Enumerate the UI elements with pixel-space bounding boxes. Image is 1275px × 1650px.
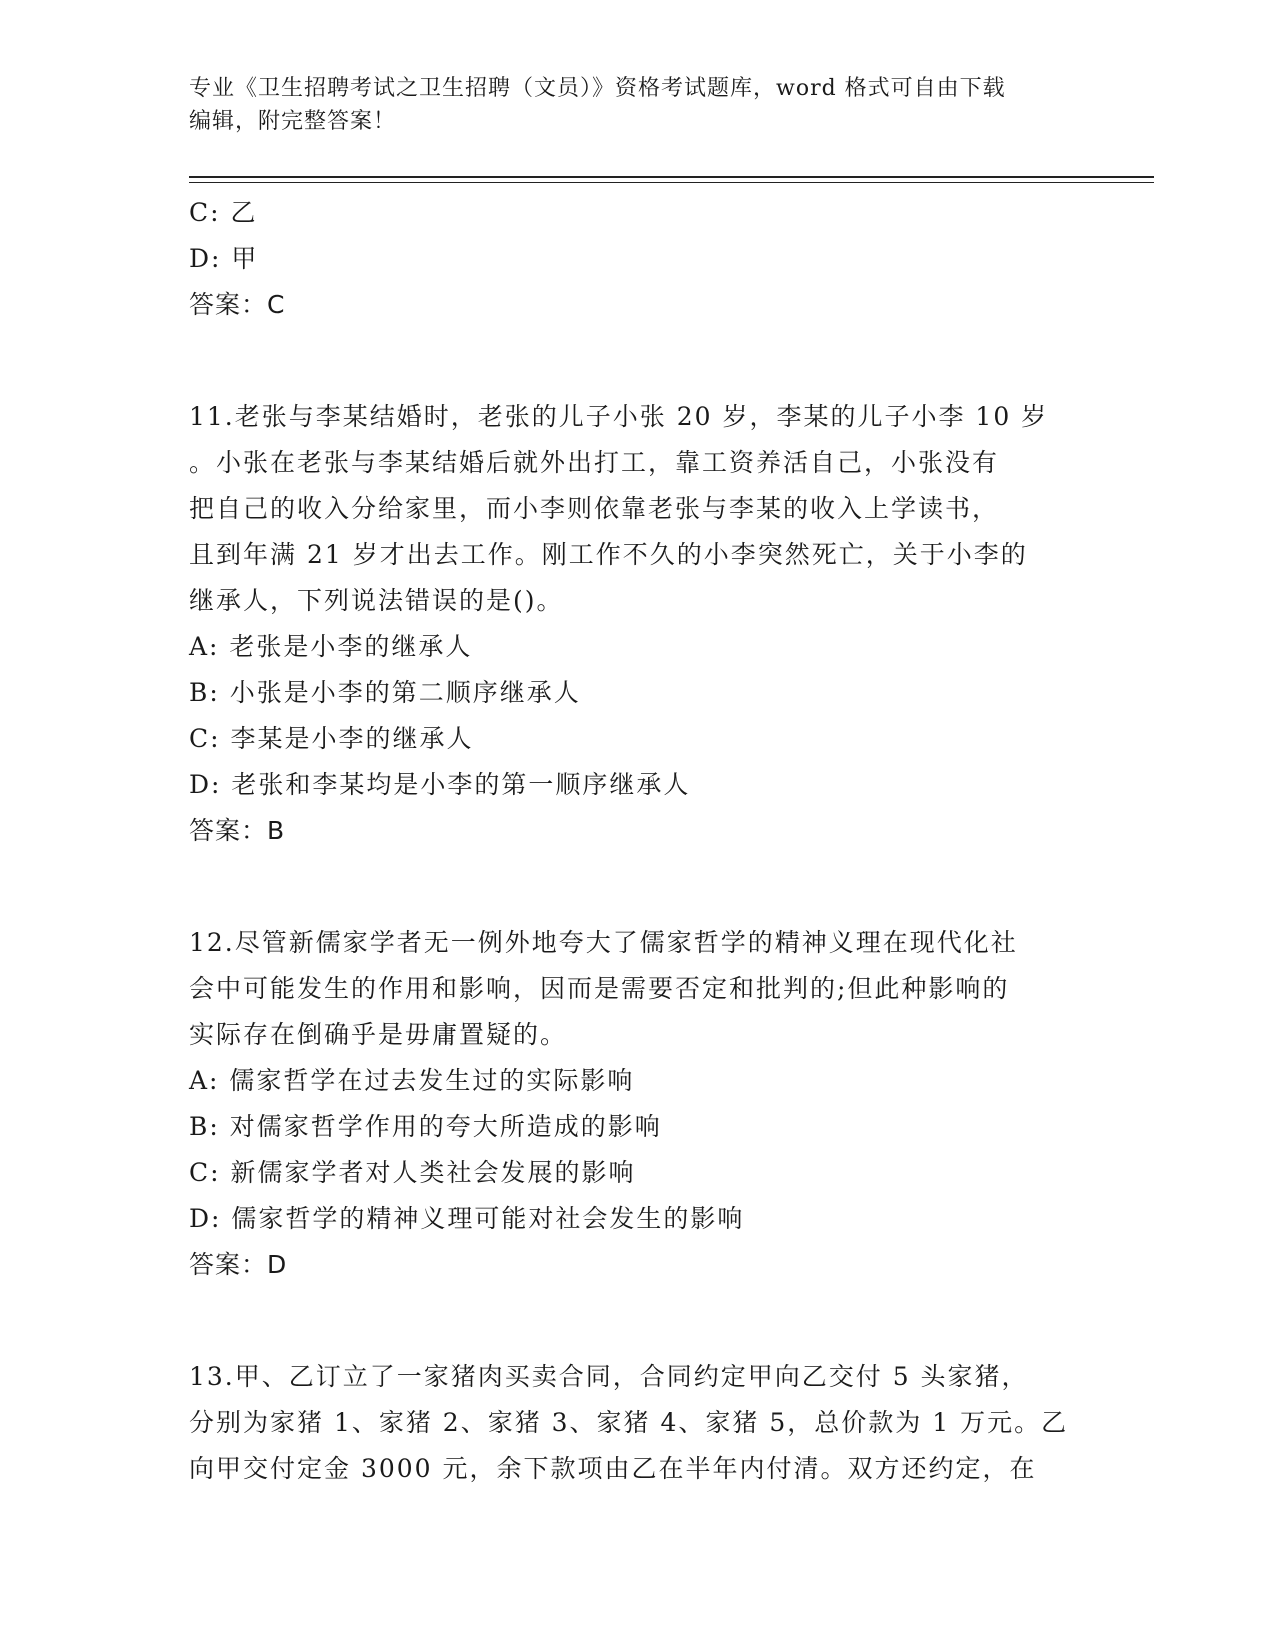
header-rule-thin [189,182,1154,183]
question-text-line: 把自己的收入分给家里，而小李则依靠老张与李某的收入上学读书， [189,494,1000,523]
question-text-line: 会中可能发生的作用和影响，因而是需要否定和批判的;但此种影响的 [189,974,1010,1003]
question-12 [189,920,1079,1288]
option-a: A: 儒家哲学在过去发生过的实际影响 [189,1066,635,1095]
option-d: D: 儒家哲学的精神义理可能对社会发生的影响 [189,1204,745,1233]
question-text-line: 13.甲、乙订立了一家猪肉买卖合同，合同约定甲向乙交付 5 头家猪， [189,1362,1029,1391]
option-a: A: 老张是小李的继承人 [189,632,473,661]
question-text-line: 12.尽管新儒家学者无一例外地夸大了儒家哲学的精神义理在现代化社 [189,928,1018,957]
question-10 [189,190,1079,328]
question-content [189,190,1079,1492]
answer-label: 答案：C [189,290,286,319]
question-text-line: 继承人，下列说法错误的是()。 [189,586,564,615]
question-text-line: 实际存在倒确乎是毋庸置疑的。 [189,1020,568,1049]
option-d: D: 甲 [189,244,259,273]
answer-label: 答案：B [189,816,286,845]
option-d: D: 老张和李某均是小李的第一顺序继承人 [189,770,691,799]
page-header [189,72,1089,138]
question-11 [189,394,1079,854]
option-c: C: 李某是小李的继承人 [189,724,474,753]
question-text-line: 分别为家猪 1、家猪 2、家猪 3、家猪 4、家猪 5，总价款为 1 万元。乙 [189,1408,1069,1437]
option-b: B: 对儒家哲学作用的夸大所造成的影响 [189,1112,662,1141]
option-c: C: 新儒家学者对人类社会发展的影响 [189,1158,636,1187]
header-line-2: 编辑，附完整答案！ [189,109,397,134]
question-text-line: 向甲交付定金 3000 元，余下款项由乙在半年内付清。双方还约定，在 [189,1454,1037,1483]
question-text-line: 且到年满 21 岁才出去工作。刚工作不久的小李突然死亡，关于小李的 [189,540,1028,569]
option-b: B: 小张是小李的第二顺序继承人 [189,678,581,707]
header-rule-thick [189,176,1154,178]
question-text-line: 。小张在老张与李某结婚后就外出打工，靠工资养活自己，小张没有 [189,448,1000,477]
option-c: C: 乙 [189,198,258,227]
header-line-1: 专业《卫生招聘考试之卫生招聘（文员）》资格考试题库，word 格式可自由下载 [189,76,1006,101]
answer-label: 答案：D [189,1250,288,1279]
question-13 [189,1354,1079,1492]
question-text-line: 11.老张与李某结婚时，老张的儿子小张 20 岁，李某的儿子小李 10 岁 [189,402,1049,431]
